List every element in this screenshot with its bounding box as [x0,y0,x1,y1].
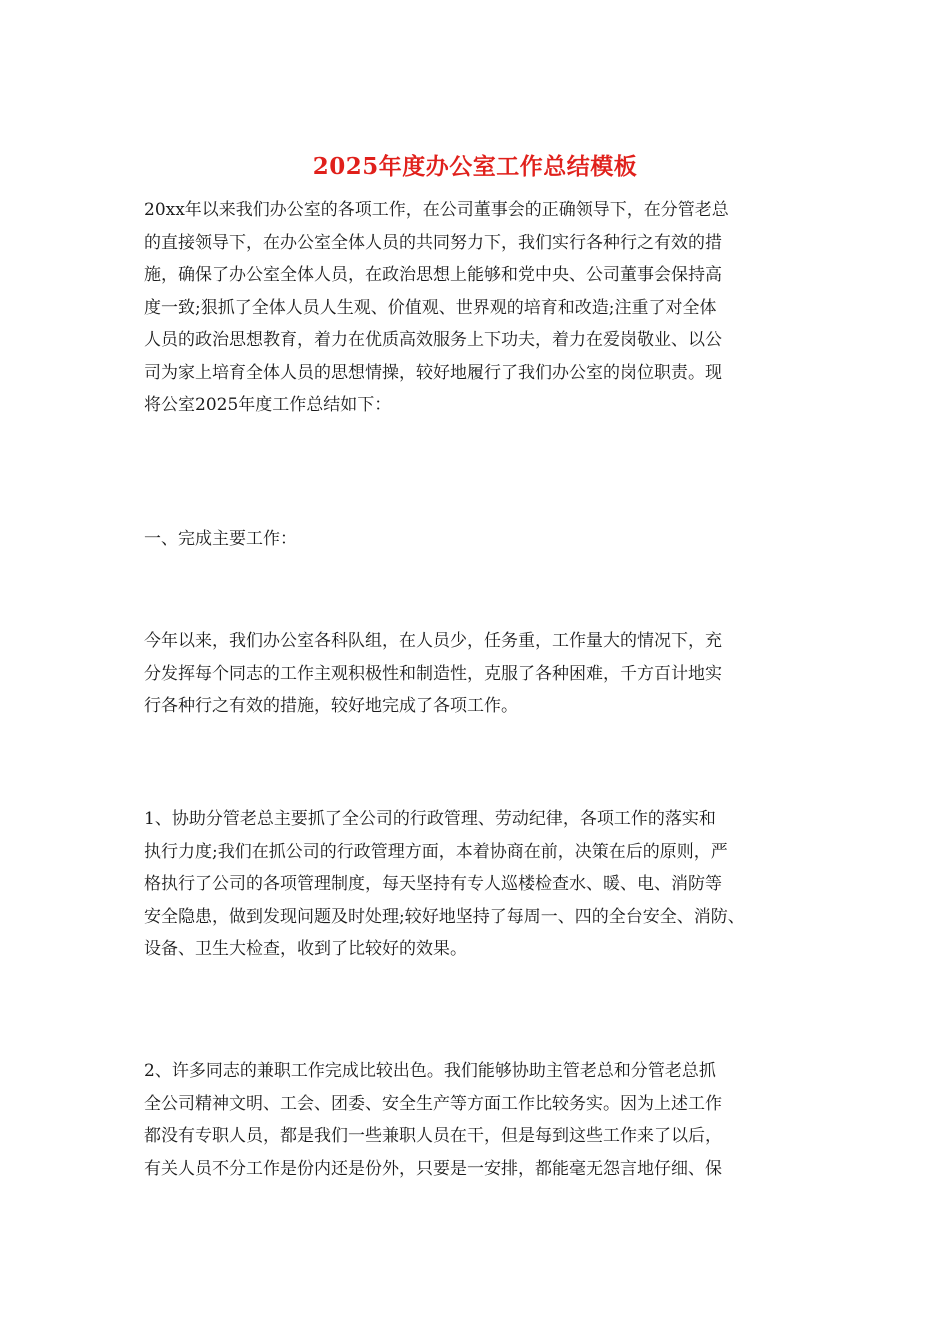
section-heading: 一、完成主要工作： [144,529,297,549]
body-paragraph: 1、协助分管老总主要抓了全公司的行政管理、劳动纪律，各项工作的落实和 执行力度;我们在抓公司的行政管理方面，本着协商在前，决策在后的原则，严 格执行了公司的各项管理制度，每天坚持有专人巡楼检查水、暖、电、消防等 安全隐患，做到发现问题及时处理;较好地坚持了每周一、四的全台安全、消防、 设备、卫生大检查，收到了比较好的效果。 [144,809,745,959]
document-title: 2025年度办公室工作总结模板 [312,153,638,180]
body-paragraph: 今年以来，我们办公室各科队组，在人员少，任务重，工作量大的情况下，充 分发挥每个同志的工作主观积极性和制造性，克服了各种困难，千方百计地实 行各种行之有效的措施，较好地完成了各项工作。 [144,631,722,716]
intro-paragraph: 20xx年以来我们办公室的各项工作，在公司董事会的正确领导下，在分管老总 的直接领导下，在办公室全体人员的共同努力下，我们实行各种行之有效的措 施，确保了办公室全体人员，在政治思想上能够和党中央、公司董事会保持高 度一致;狠抓了全体人员人生观、价值观、世界观的培育和改造;注重了对全体 人员的政治思想教育，着力在优质高效服务上下功夫，着力在爱岗敬业、以公 司为家上培育全体人员的思想情操，较好地履行了我们办公室的岗位职责。现 将公室2025年度工作总结如下： [144,200,729,415]
body-paragraph: 2、许多同志的兼职工作完成比较出色。我们能够协助主管老总和分管老总抓 全公司精神文明、工会、团委、安全生产等方面工作比较务实。因为上述工作 都没有专职人员，都是我们一些兼职人员在干，但是每到这些工作来了以后， 有关人员不分工作是份内还是份外，只要是一安排，都能毫无怨言地仔细、保 [144,1061,722,1179]
